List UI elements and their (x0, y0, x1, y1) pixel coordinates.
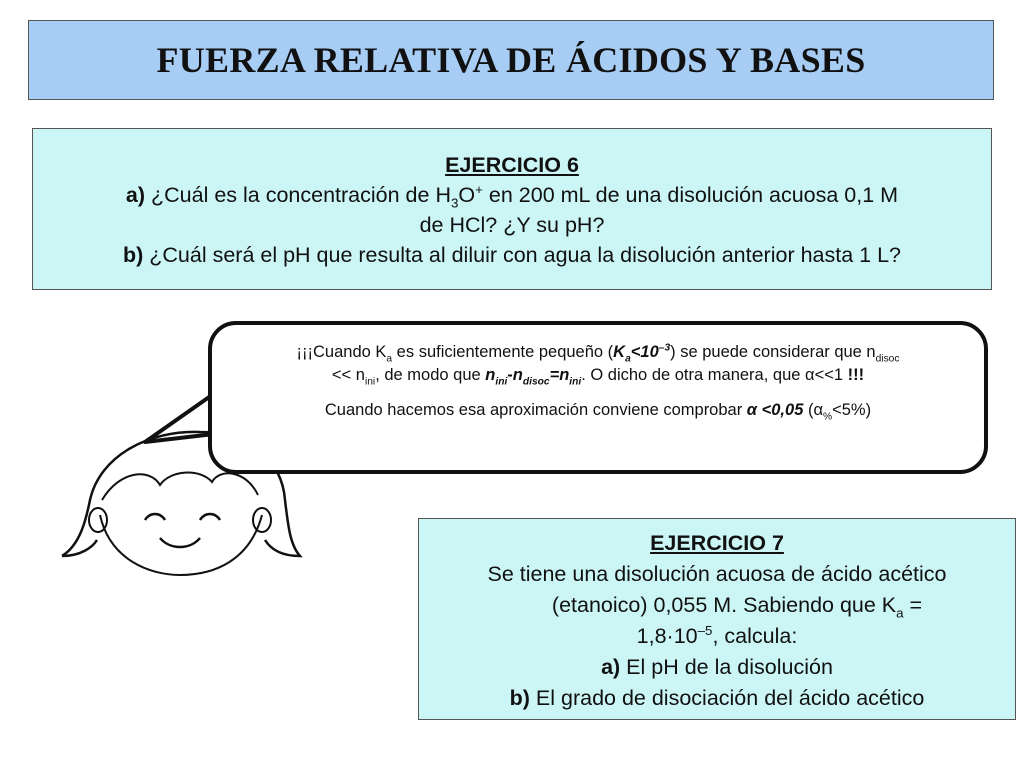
face-outline (100, 515, 262, 575)
bubble-line-3: Cuando hacemos esa aproximación conviene comprobar α <0,05 $(\alpha_{\%}<5\%)$ (324, 401, 872, 423)
exercise-6-question-a-cont: de HCl? ¿Y su pH? (419, 213, 605, 237)
speech-bubble-tail (145, 395, 214, 442)
right-ear (253, 508, 271, 532)
exercise-7-line-3: $1,8\cdot 10^{-5}$, calcula: (636, 622, 798, 648)
left-eye (145, 514, 165, 520)
exercise-6-question-a: a) ¿Cuál es la concentración de $H_3O^+$ en 200 mL de una disolución acuosa 0,1 M (125, 181, 899, 211)
exercise-6-heading: EJERCICIO 6 (445, 153, 579, 177)
exercise-7-question-b: b) El grado de disociación del ácido acético (509, 686, 925, 710)
alpha-symbol: α (805, 366, 815, 384)
left-ear (89, 508, 107, 532)
exercise-7-heading: EJERCICIO 7 (650, 531, 784, 555)
smile (160, 538, 200, 547)
bubble-line-1: ¡¡¡Cuando $K_a$ es suficientemente pequeño $(K_a<10^{-3})$ se puede considerar que $n_{disoc}$ (296, 342, 900, 365)
page-title: FUERZA RELATIVA DE ÁCIDOS Y BASES (156, 40, 866, 80)
bangs (102, 473, 258, 500)
exercise-6-question-b: b) ¿Cuál será el pH que resulta al diluir con agua la disolución anterior hasta 1 L? (122, 243, 901, 267)
exercise-7-line-1: Se tiene una disolución acuosa de ácido acético (487, 562, 947, 586)
speech-bubble (208, 321, 988, 474)
exercise-7-line-2: (etanoico) 0,055 M. Sabiendo que $K_a$ = (551, 593, 923, 621)
exercise-7-box (418, 518, 1016, 720)
right-eye (200, 514, 220, 520)
exercise-7-question-a: a) El pH de la disolución (601, 655, 833, 679)
bubble-line-2: << $n_{ini}$, de modo que $n_{ini}-n_{disoc}=n_{ini}$. O dicho de otra manera, que α<<1 !!! (331, 366, 865, 388)
